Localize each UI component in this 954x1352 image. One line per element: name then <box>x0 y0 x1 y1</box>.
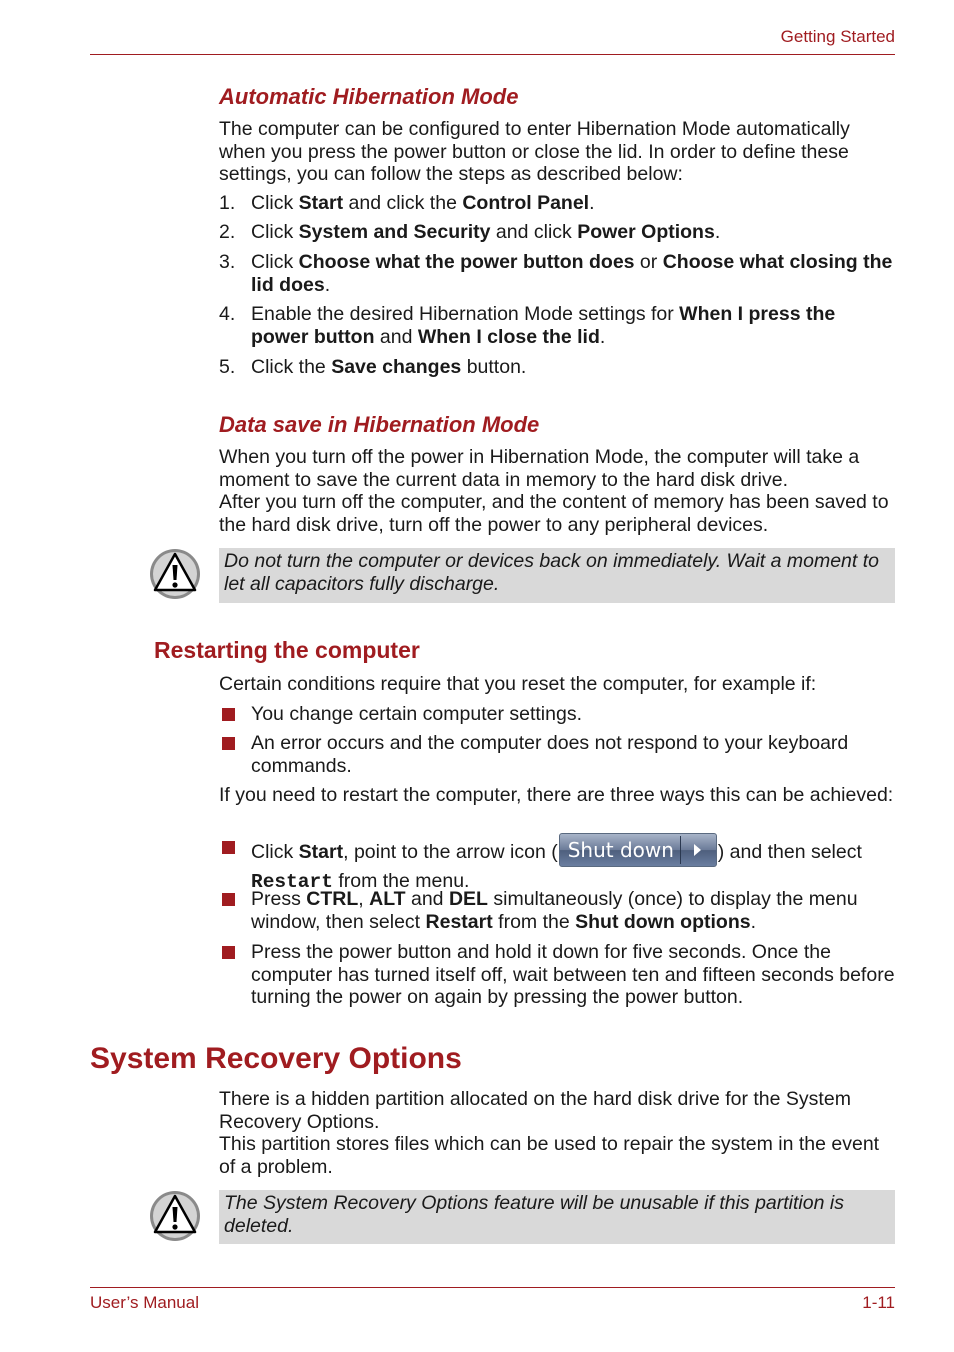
shut-down-button[interactable]: Shut down <box>559 833 717 867</box>
restart-ways-intro: If you need to restart the computer, there are three ways this can be achieved: <box>219 784 894 806</box>
footer-manual-title: User’s Manual <box>90 1293 199 1312</box>
note-box: The System Recovery Options feature will be unusable if this partition is deleted. <box>219 1190 895 1244</box>
list-item: Press CTRL, ALT and DEL simultaneously (once) to display the menu window, then select Restart from the Shut down options. <box>219 888 895 933</box>
section-title-data-save: Data save in Hibernation Mode <box>219 412 540 437</box>
recovery-paragraph-2: This partition stores files which can be used to repair the system in the event of a problem. <box>219 1133 880 1178</box>
list-item: Click Start, point to the arrow icon ( Shut down ) and then select Restart from the menu. <box>219 836 895 894</box>
list-item: 2. Click System and Security and click Power Options. <box>219 221 721 243</box>
data-save-paragraph-1: When you turn off the power in Hibernation Mode, the computer will take a moment to save the current data in memory to the hard disk drive. <box>219 446 860 491</box>
list-item: 4. Enable the desired Hibernation Mode settings for When I press the power button and When I close the lid. <box>219 303 836 348</box>
warning-icon <box>149 1190 201 1242</box>
list-item: An error occurs and the computer does not respond to your keyboard commands. <box>219 732 895 777</box>
bullet-square-icon <box>222 841 235 854</box>
list-item: Press the power button and hold it down for five seconds. Once the computer has turned itself off, wait between ten and fifteen seconds before turning the power on again by pressing the power button. <box>219 941 895 1009</box>
list-item: 5. Click the Save changes button. <box>219 356 527 378</box>
recovery-paragraph-1: There is a hidden partition allocated on the hard disk drive for the System Recovery Options. <box>219 1088 851 1133</box>
data-save-paragraph-2: After you turn off the computer, and the content of memory has been saved to the hard disk drive, turn off the power to any peripheral devices. <box>219 491 889 536</box>
section-title-restarting: Restarting the computer <box>154 637 420 663</box>
section-title-system-recovery: System Recovery Options <box>90 1042 462 1075</box>
bullet-square-icon <box>222 893 235 906</box>
bullet-square-icon <box>222 708 235 721</box>
page-number: 1-11 <box>862 1293 895 1312</box>
play-arrow-icon[interactable] <box>694 844 701 856</box>
auto-hibernation-intro: The computer can be configured to enter Hibernation Mode automatically when you press the power button or close the lid. In order to define these settings, you can follow the steps as described below: <box>219 118 850 186</box>
list-item: 1. Click Start and click the Control Panel. <box>219 192 595 214</box>
bullet-square-icon <box>222 946 235 959</box>
footer-rule <box>90 1287 895 1288</box>
restart-intro: Certain conditions require that you reset the computer, for example if: <box>219 673 817 695</box>
bullet-square-icon <box>222 737 235 750</box>
running-header: Getting Started <box>780 27 895 46</box>
header-rule <box>90 54 895 55</box>
list-item: You change certain computer settings. <box>219 703 895 726</box>
section-title-auto-hibernation: Automatic Hibernation Mode <box>219 84 519 109</box>
note-box: Do not turn the computer or devices back on immediately. Wait a moment to let all capacitors fully discharge. <box>219 548 895 603</box>
warning-icon <box>149 548 201 600</box>
list-item: 3. Click Choose what the power button does or Choose what closing the lid does. <box>219 251 893 296</box>
